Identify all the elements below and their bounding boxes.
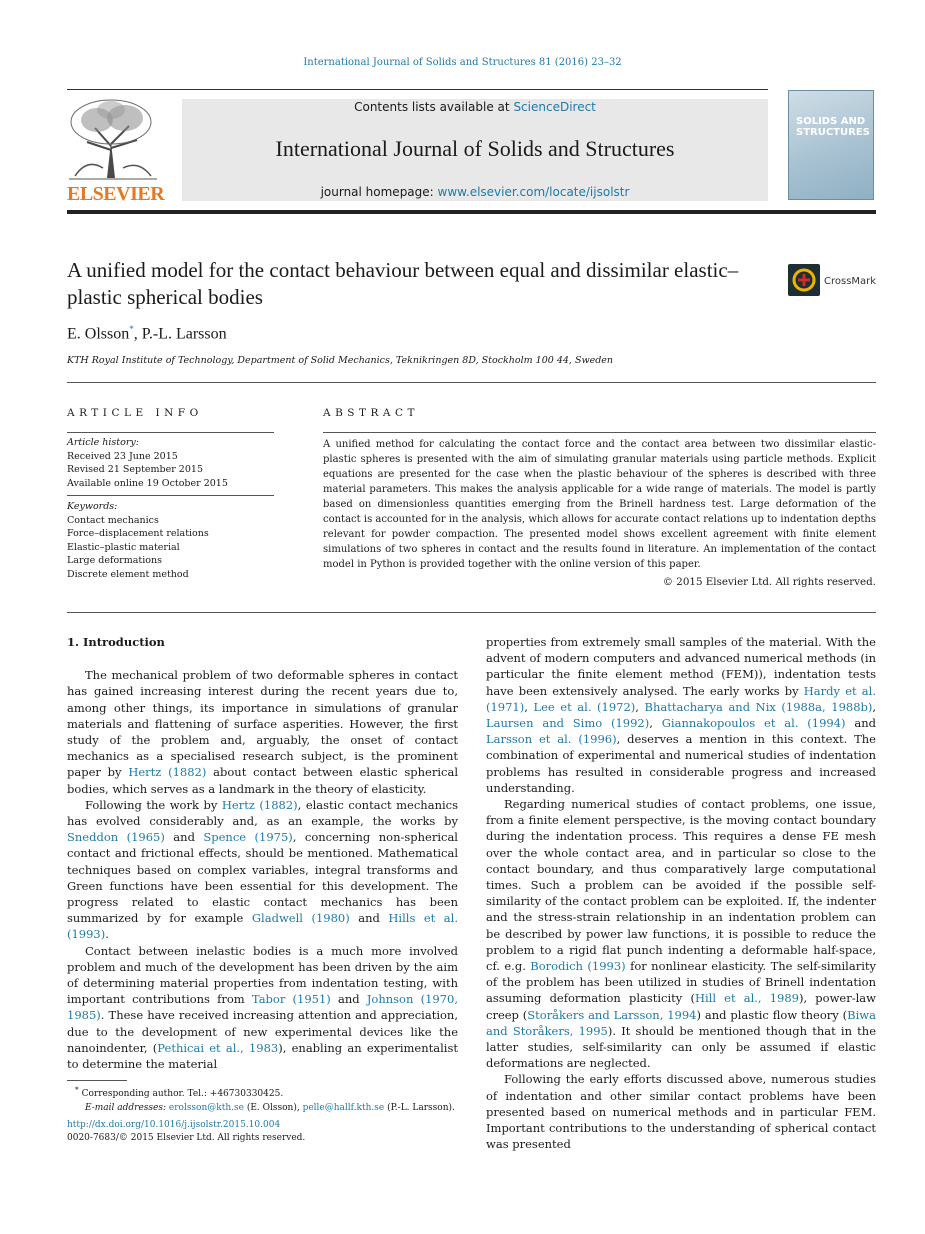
ref-gladwell-1980[interactable]: Gladwell (1980): [251, 911, 350, 926]
contents-prefix: Contents lists available at: [354, 100, 514, 114]
ref-hardy-1971[interactable]: Hardy et al. (1971): [486, 683, 876, 714]
author-separator: ,: [133, 325, 142, 343]
keyword-item: Discrete element method: [67, 568, 189, 580]
homepage-line: [182, 185, 768, 199]
ref-sneddon-1965[interactable]: Sneddon (1965): [67, 830, 165, 845]
text-run: , deserves a mention in this context. The combination of experimental and numerical studies of indentation problems has resulted in considerable progress and increased understanding.: [486, 732, 876, 795]
intro-paragraph-3-continued: [486, 634, 876, 796]
elsevier-wordmark: ELSEVIER: [67, 183, 165, 205]
author-olsson: E. Olsson: [67, 325, 130, 343]
footnote-mark: *: [75, 1085, 79, 1094]
ref-tabor-1951[interactable]: Tabor (1951): [251, 992, 331, 1007]
rule-above-info: [67, 382, 876, 383]
info-rule-top: [67, 432, 274, 433]
text-run: , concerning non-spherical contact and frictional effects, should be mentioned. Mathematical techniques based on complex variables, integral transforms and Green functions have been essential for this development. The progress related to elastic contact mechanics has been summarized by for example: [67, 830, 458, 926]
info-rule-middle: [67, 495, 274, 496]
email-owner: (P.-L. Larsson).: [384, 1103, 455, 1113]
ref-larsson-1996[interactable]: Larsson et al. (1996): [486, 732, 617, 747]
keywords-label: Keywords:: [67, 501, 118, 512]
footnote-rule: [67, 1080, 127, 1081]
article-history: [67, 436, 277, 490]
abstract-rule: [323, 432, 876, 433]
text-run: ), enabling an experimentalist to determine the material: [67, 1040, 458, 1072]
keyword-item: Force–displacement relations: [67, 528, 209, 539]
text-run: and: [164, 830, 204, 845]
footnotes: [67, 1083, 467, 1115]
text-run: properties from extremely small samples of the material. With the advent of modern computers and advanced numerical methods (in particular the finite element method (FEM)), indentation tests have been extensively analysed. The early works by: [486, 635, 876, 698]
email-label: E-mail addresses:: [85, 1103, 169, 1113]
intro-paragraph-5: Following the early efforts discussed above, numerous studies of indentation and other similar contact problems have been presented based on numerical methods and in particular FEM. Important contributions to the understanding of spherical contact was presented: [486, 1072, 876, 1152]
crossmark-label[interactable]: CrossMark: [824, 276, 877, 287]
keywords: [67, 500, 277, 581]
journal-citation[interactable]: International Journal of Solids and Structures 81 (2016) 23–32: [303, 57, 622, 68]
history-online: Available online 19 October 2015: [67, 477, 228, 489]
keyword-item: Elastic–plastic material: [67, 541, 180, 553]
ref-hills-1993[interactable]: Hills et al. (1993): [67, 911, 458, 942]
ref-bhattacharya-nix-1988[interactable]: Bhattacharya and Nix (1988a, 1988b): [644, 699, 873, 714]
abstract-heading: ABSTRACT: [323, 407, 420, 419]
text-run: Contact between inelastic bodies is a much more involved problem and much of the development has been driven by the aim of determining material properties from indentation testing, with important contributions from: [67, 943, 458, 1007]
ref-pethicai-1983[interactable]: Pethicai et al., 1983: [157, 1040, 279, 1055]
text-run: ,: [635, 699, 645, 714]
journal-cover-title: SOLIDS AND STRUCTURES: [796, 116, 870, 138]
text-run: Regarding numerical studies of contact problems, one issue, from a finite element perspective, is the moving contact boundary during the indentation process. This requires a dense FE mesh over the whole contact area, and in particular so close to the contact boundary, and thus comparatively large computational times. Such a problem can be avoided if the possible self-similarity of the contact problem can be exploited. If, the indenter and the stress-strain relationship in an indentation problem can be described by power law functions, it is possible to reduce the problem to a rigid flat punch indenting a deformable half-space, cf. e.g.: [486, 797, 876, 974]
header-top-rule: [67, 89, 768, 90]
email-olsson-link[interactable]: erolsson@kth.se: [168, 1103, 244, 1113]
homepage-prefix: journal homepage:: [320, 185, 438, 199]
ref-hertz-1882[interactable]: Hertz (1882): [221, 797, 298, 812]
history-revised: Revised 21 September 2015: [67, 464, 203, 475]
ref-spence-1975[interactable]: Spence (1975): [203, 830, 293, 845]
crossmark-icon[interactable]: [788, 264, 820, 296]
intro-paragraph-3: [67, 943, 458, 1073]
crossmark-glyph: [788, 264, 820, 296]
text-run: , elastic contact mechanics has evolved considerably and, as an example, the works by: [67, 797, 458, 829]
text-run: Following the work by: [85, 797, 222, 812]
ref-hertz-1882[interactable]: Hertz (1882): [128, 765, 207, 780]
journal-name: International Journal of Solids and Structures: [275, 136, 675, 161]
body-left-column: [67, 634, 458, 1072]
email-note: [67, 1101, 467, 1115]
ref-borodich-1993[interactable]: Borodich (1993): [530, 959, 626, 974]
article-title: A unified model for the contact behaviour between equal and dissimilar elastic–plastic spherical bodies: [67, 258, 739, 309]
text-run: and: [349, 911, 389, 926]
text-run: ,: [649, 716, 662, 731]
keyword-item: Large deformations: [67, 555, 162, 566]
body-right-column: [486, 634, 876, 1153]
text-run: ,: [524, 699, 534, 714]
text-run: .: [105, 927, 109, 942]
text-run: about contact between elastic spherical bodies, which serves as a landmark in the theory of elasticity.: [67, 765, 458, 796]
text-run: ) and plastic flow theory (: [696, 1007, 848, 1022]
doi-link[interactable]: http://dx.doi.org/10.1016/j.ijsolstr.2015.10.004: [67, 1120, 281, 1130]
ref-biwa-storakers-1995[interactable]: Biwa and Storåkers, 1995: [486, 1007, 876, 1038]
sciencedirect-link[interactable]: ScienceDirect: [513, 100, 596, 114]
journal-homepage-link[interactable]: www.elsevier.com/locate/ijsolstr: [437, 185, 630, 199]
intro-paragraph-2: [67, 797, 458, 943]
ref-laursen-simo-1992[interactable]: Laursen and Simo (1992): [486, 716, 650, 731]
history-label: Article history:: [67, 437, 139, 448]
ref-hill-1989[interactable]: Hill et al., 1989: [694, 991, 799, 1006]
article-info-heading: ARTICLE INFO: [67, 407, 203, 419]
email-larsson-link[interactable]: pelle@hallf.kth.se: [302, 1103, 385, 1113]
doi-block: [67, 1119, 467, 1145]
corresponding-text: Corresponding author. Tel.: +46730330425.: [78, 1089, 284, 1099]
text-run: ), power-law creep (: [486, 991, 876, 1022]
intro-paragraph-4: [486, 796, 876, 1071]
journal-cover-image[interactable]: [788, 90, 874, 200]
intro-paragraph-1: [67, 667, 458, 797]
affiliation: KTH Royal Institute of Technology, Department of Solid Mechanics, Teknikringen 8D, Stockholm 100 44, Sweden: [67, 355, 614, 366]
author-list: [67, 324, 227, 343]
text-run: . These have received increasing attention and appreciation, due to the development of new experimental devices like the nanoindenter, (: [67, 1008, 458, 1055]
text-run: for nonlinear elasticity. The self-similarity of the problem has been utilized in studies of Brinell indentation assuming deformation plasticity (: [486, 959, 877, 1006]
abstract-copyright: © 2015 Elsevier Ltd. All rights reserved.: [662, 576, 876, 588]
contents-line: [182, 100, 768, 114]
ref-giannakopoulos-1994[interactable]: Giannakopoulos et al. (1994): [661, 716, 846, 731]
text-run: The mechanical problem of two deformable spheres in contact has gained increasing interest during the recent years due to, among other things, its importance in simulations of granular materials and flattening of surface asperities. However, the first study of the problem and, arguably, the onset of contact mechanics as a specialised research subject, is the prominent paper by: [67, 668, 458, 780]
ref-johnson-1970-1985[interactable]: Johnson (1970, 1985): [67, 992, 458, 1023]
text-run: ). It should be mentioned though that in the latter studies, self-similarity can only be assumed if elastic deformations are neglected.: [486, 1023, 876, 1071]
keyword-item: Contact mechanics: [67, 514, 159, 526]
issn-line: 0020-7683/© 2015 Elsevier Ltd. All rights reserved.: [67, 1133, 306, 1143]
abstract-text: A unified method for calculating the contact force and the contact area between two dissimilar elastic-plastic spheres is presented with the aim of simulating granular materials using particle methods. Explicit equations are presented for the case when the plastic behaviour of the spheres is described with three material parameters. This makes the analysis applicable for a wide range of materials. The model is partly based on dimensionless quantities emerging from the Brinell hardness test. Large deformation of the contact is accounted for in the analysis, which allows for accurate contact relations up to indentation depths relevant for powder compaction. The presented model shows excellent agreement with finite element simulations of two spheres in contact and the results found in literature. An implementation of the contact model in Python is provided together with the online version of this paper.: [323, 439, 876, 570]
corresponding-author-mark[interactable]: *: [129, 324, 134, 334]
header-thick-rule: [67, 210, 876, 214]
corresponding-author-note: [67, 1083, 467, 1101]
rule-below-abstract: [67, 612, 876, 613]
author-larsson: P.-L. Larsson: [141, 325, 227, 343]
ref-storakers-larsson-1994[interactable]: Storåkers and Larsson, 1994: [527, 1007, 697, 1022]
text-run: ,: [872, 699, 877, 714]
section-heading-introduction: 1. Introduction: [67, 635, 165, 649]
history-received: Received 23 June 2015: [67, 450, 178, 462]
text-run: and: [845, 716, 876, 731]
email-owner: (E. Olsson),: [243, 1103, 303, 1113]
text-run: and: [330, 992, 367, 1007]
ref-lee-1972[interactable]: Lee et al. (1972): [533, 699, 636, 714]
